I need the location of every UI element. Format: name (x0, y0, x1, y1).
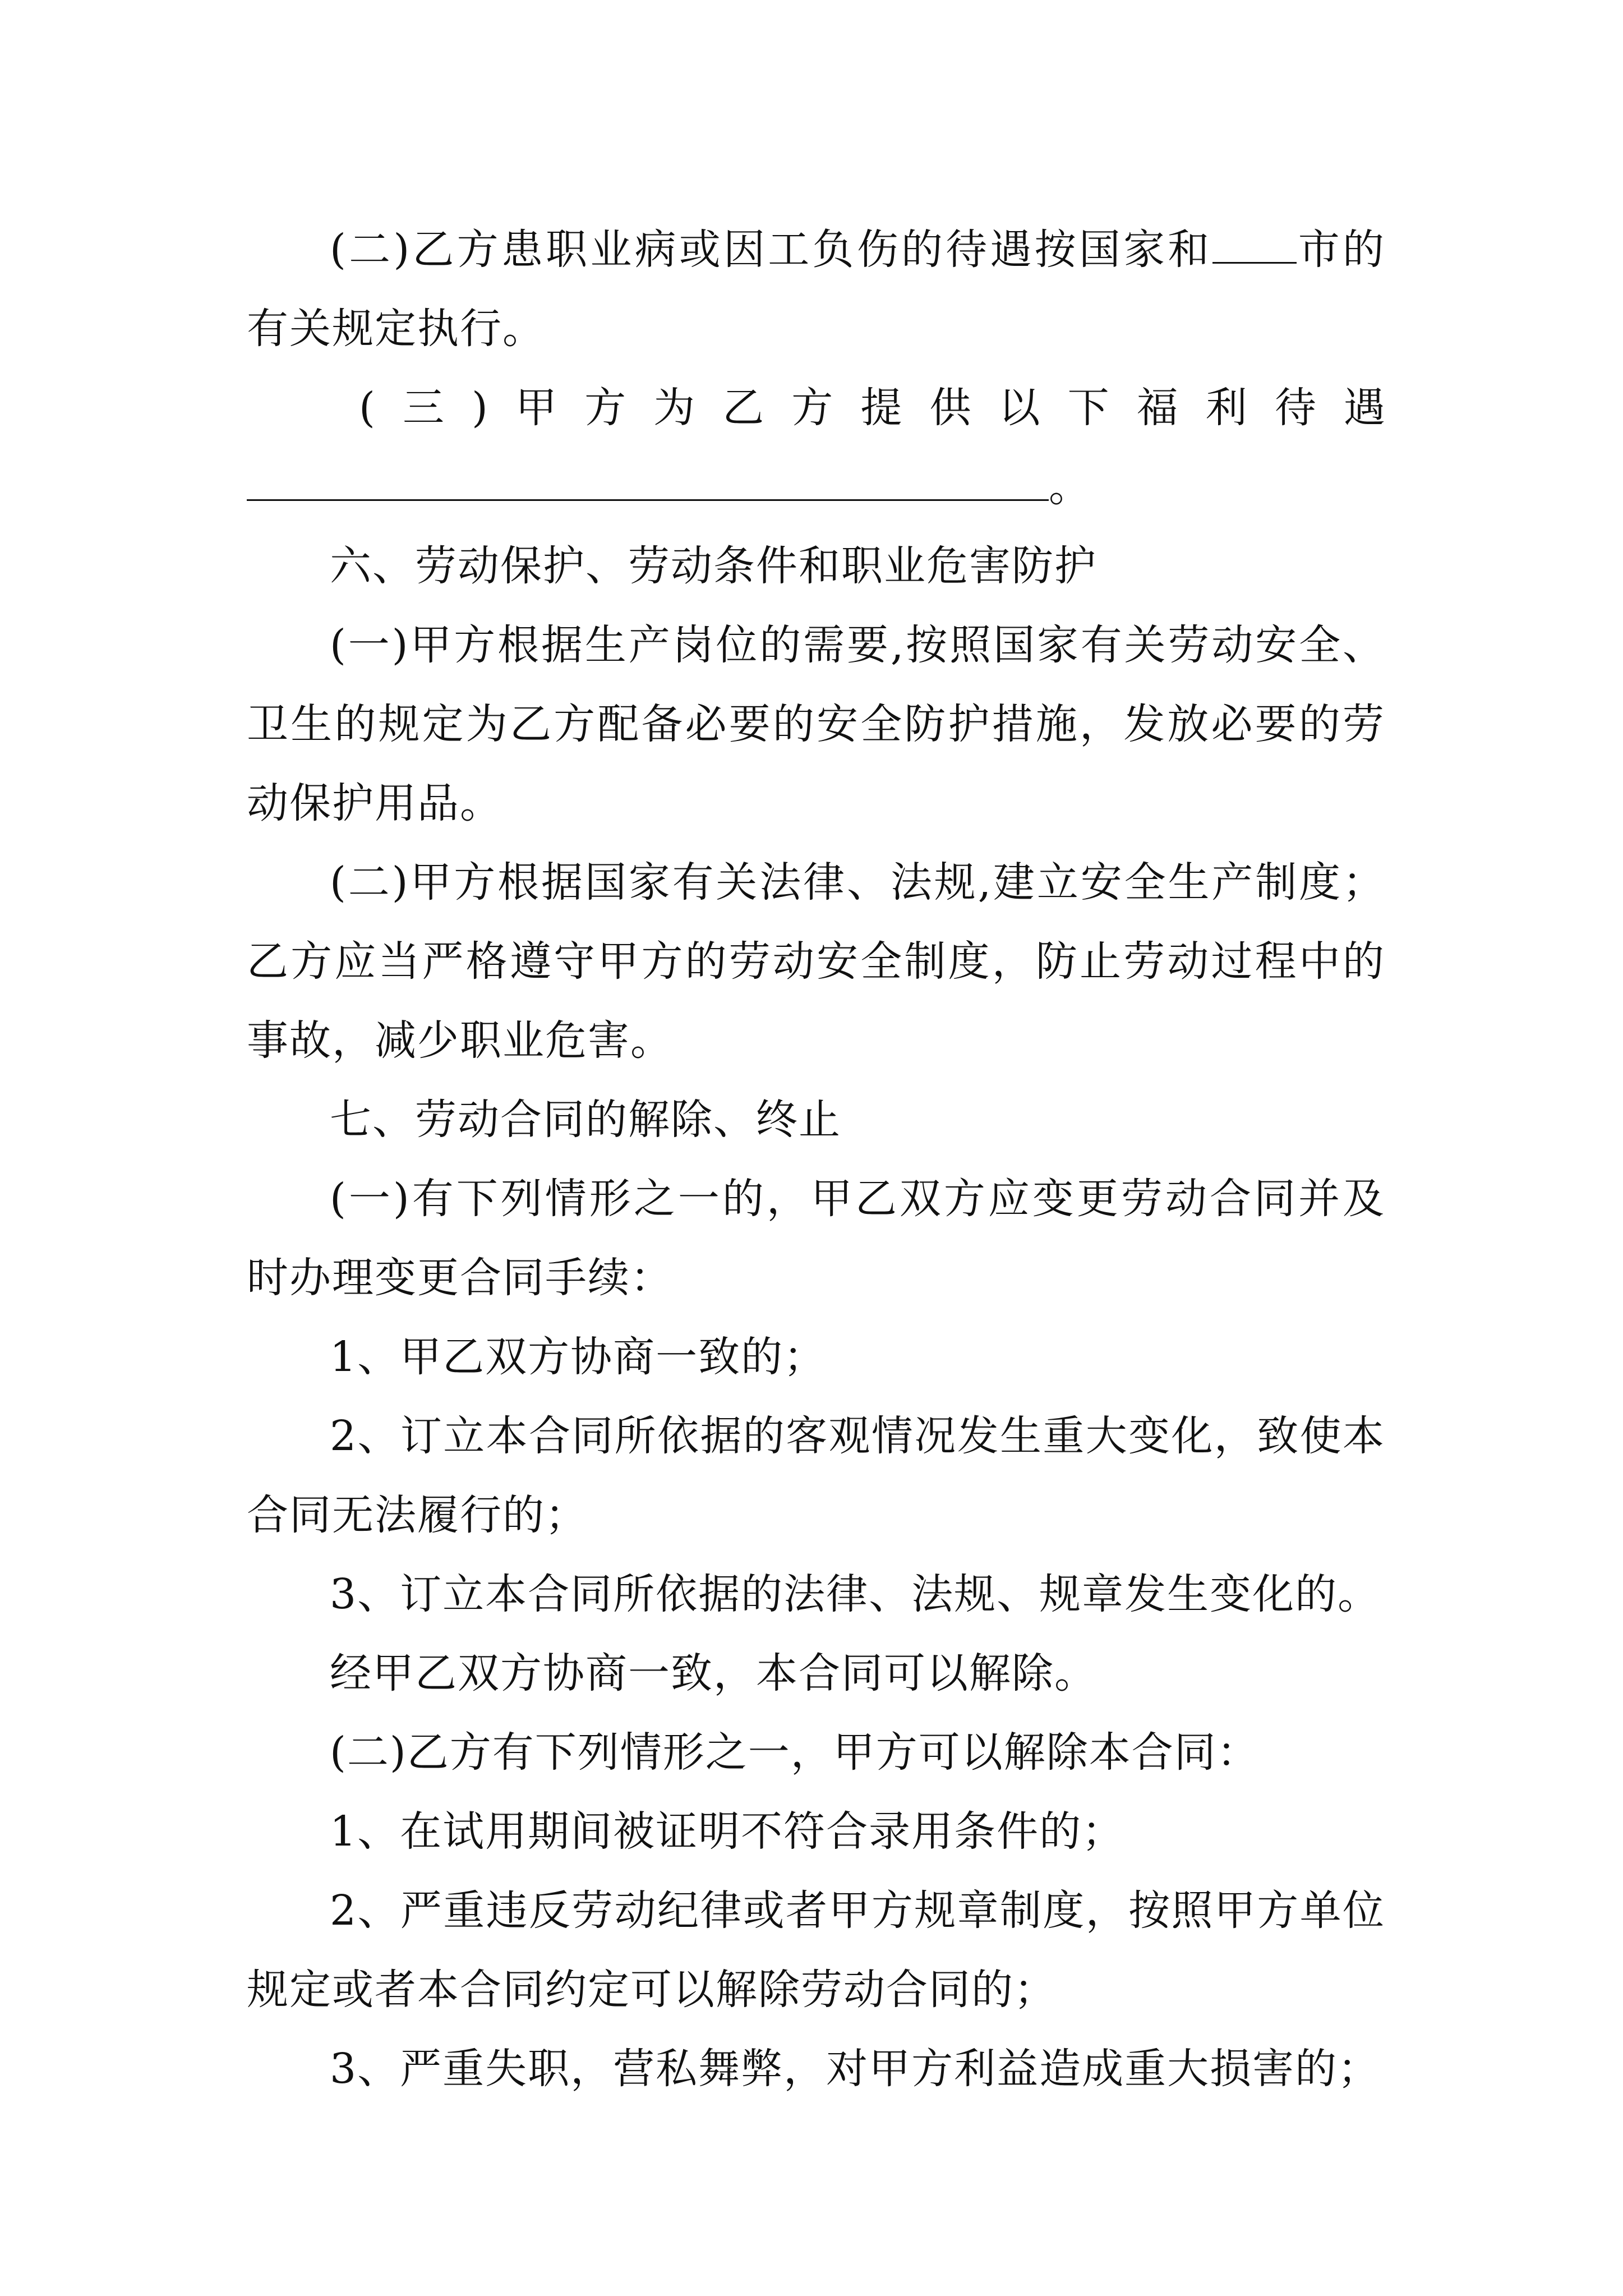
list-item: 3、严重失职，营私舞弊，对甲方利益造成重大损害的； (330, 2045, 1381, 2093)
paragraph-text: 市的有关规定执行。 (247, 226, 1386, 353)
welfare-char: 方 (791, 384, 833, 432)
welfare-char: 方 (584, 384, 626, 432)
welfare-char: ) (472, 384, 488, 432)
section-heading-labor-protection: 六、劳动保护、劳动条件和职业危害防护 (330, 542, 1097, 590)
list-item: 1、甲乙双方协商一致的； (330, 1333, 827, 1381)
paragraph-text: (二)乙方患职业病或因工负伤的待遇按国家和 (330, 226, 1212, 274)
paragraph-employer-termination: (二)乙方有下列情形之一，甲方可以解除本合同： (330, 1728, 1260, 1777)
welfare-char: 利 (1205, 384, 1247, 432)
list-item: 1、在试用期间被证明不符合录用条件的； (330, 1807, 1125, 1856)
welfare-char: 三 (402, 384, 444, 432)
welfare-char: 供 (929, 384, 971, 432)
welfare-char: 下 (1067, 384, 1109, 432)
paragraph-occupational-disease (247, 210, 1385, 369)
paragraph-protection-equipment: (一)甲方根据生产岗位的需要,按照国家有关劳动安全、卫生的规定为乙方配备必要的安全防护措施，发放必要的劳动保护用品。 (247, 621, 1385, 827)
paragraph-text: 。 (1049, 463, 1090, 511)
welfare-char: 乙 (722, 384, 764, 432)
fill-in-blank-welfare (247, 466, 1049, 501)
welfare-char: 以 (998, 384, 1040, 432)
fill-in-blank-city (1212, 228, 1297, 264)
paragraph-welfare (247, 369, 1385, 448)
list-item: 2、严重违反劳动纪律或者甲方规章制度，按照甲方单位规定或者本合同约定可以解除劳动合同的； (247, 1887, 1385, 2014)
document-body (247, 210, 1385, 2109)
paragraph-welfare-blank-line (247, 448, 1385, 527)
section-heading-termination: 七、劳动合同的解除、终止 (330, 1096, 841, 1144)
paragraph-safety-system: (二)甲方根据国家有关法律、法规,建立安全生产制度；乙方应当严格遵守甲方的劳动安全制度，防止劳动过程中的事故，减少职业危害。 (247, 858, 1385, 1065)
welfare-char: 待 (1274, 384, 1316, 432)
paragraph-mutual-termination: 经甲乙双方协商一致，本合同可以解除。 (330, 1649, 1097, 1697)
welfare-char: ( (359, 384, 375, 432)
welfare-char: 提 (860, 384, 902, 432)
welfare-char: 甲 (515, 384, 557, 432)
welfare-char: 遇 (1343, 384, 1385, 432)
welfare-char: 为 (653, 384, 695, 432)
welfare-char: 福 (1136, 384, 1178, 432)
list-item: 2、订立本合同所依据的客观情况发生重大变化，致使本合同无法履行的； (247, 1412, 1385, 1539)
list-item: 3、订立本合同所依据的法律、法规、规章发生变化的。 (330, 1570, 1381, 1618)
paragraph-contract-change: (一)有下列情形之一的，甲乙双方应变更劳动合同并及时办理变更合同手续： (247, 1175, 1385, 1302)
